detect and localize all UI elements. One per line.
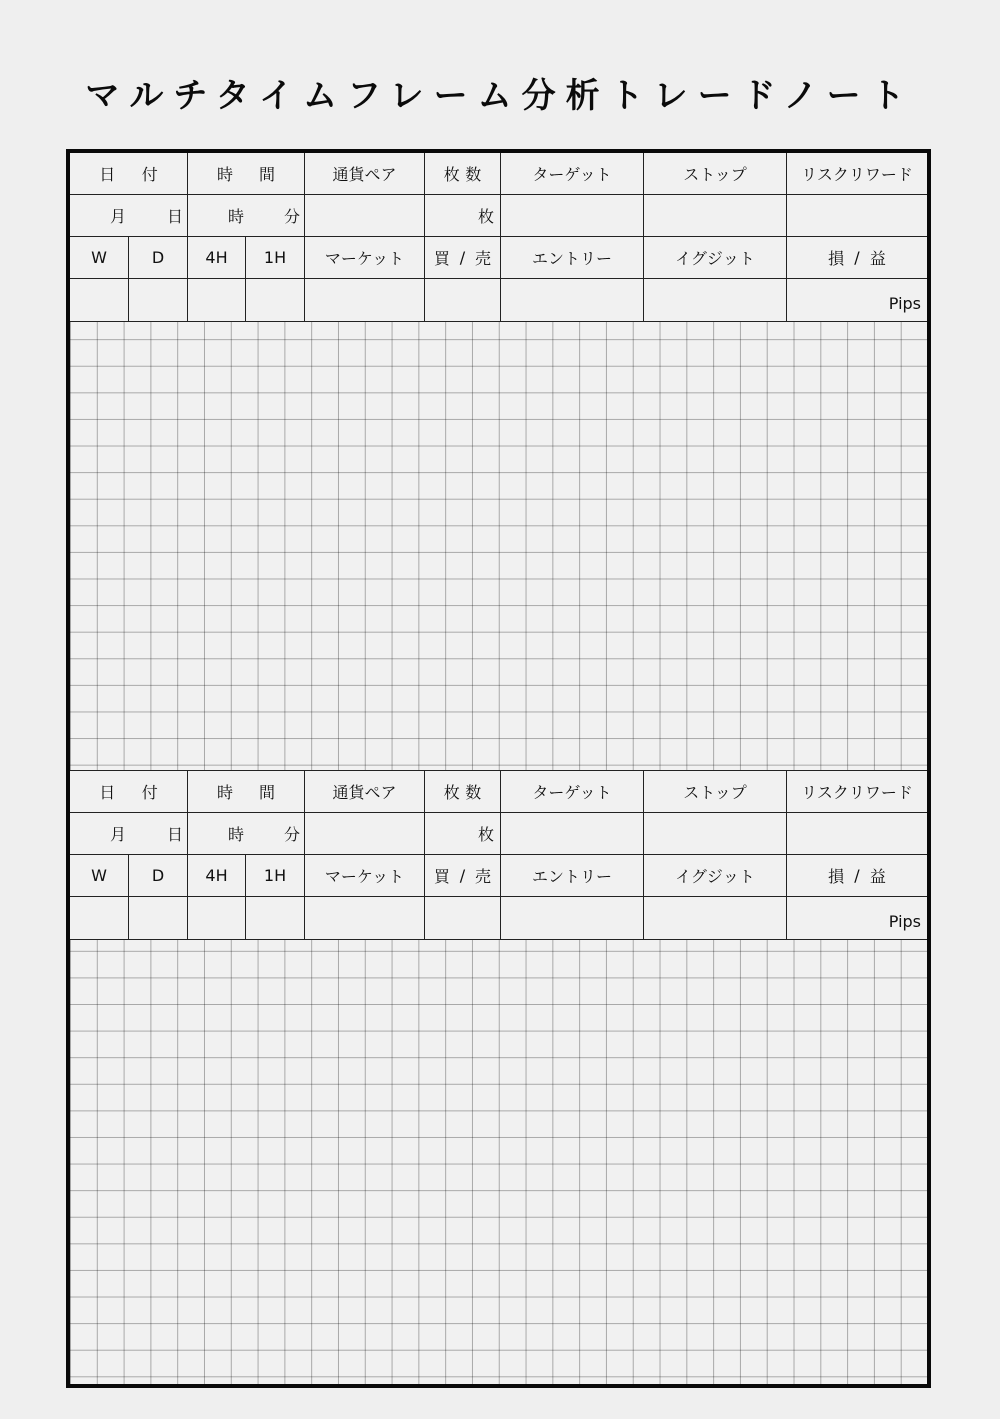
pips-unit: Pips — [888, 912, 921, 931]
notes-grid-area-2[interactable] — [70, 941, 927, 1384]
trade-note-frame — [66, 149, 931, 1388]
day-unit: 日 — [166, 207, 183, 226]
time-label-char: 間 — [258, 165, 275, 184]
h1-field[interactable] — [246, 897, 305, 939]
hour-minute-field[interactable] — [188, 813, 305, 855]
daily-field[interactable] — [129, 897, 188, 939]
exit-field[interactable] — [644, 279, 787, 321]
month-day-field[interactable] — [70, 195, 188, 237]
pnl-pips-field[interactable] — [787, 897, 927, 939]
minute-unit: 分 — [283, 207, 300, 226]
risk-reward-label: リスクリワード — [787, 153, 927, 195]
h4-label: 4H — [188, 855, 246, 897]
currency-pair-field[interactable] — [305, 813, 425, 855]
date-label-char: 日 — [99, 783, 116, 802]
date-label — [70, 771, 188, 813]
buy-sell-label — [425, 855, 501, 897]
stop-label: ストップ — [644, 153, 787, 195]
trade-header-block-2 — [70, 770, 927, 940]
market-field[interactable] — [305, 897, 425, 939]
time-label-char: 時 — [216, 165, 233, 184]
hour-unit: 時 — [228, 825, 245, 844]
risk-reward-field[interactable] — [787, 813, 927, 855]
page-title: マルチタイムフレーム分析トレードノート — [85, 76, 915, 116]
market-label: マーケット — [305, 855, 425, 897]
lot-unit: 枚 — [477, 207, 494, 226]
month-unit: 月 — [110, 207, 127, 226]
loss-char: 損 — [828, 249, 845, 268]
stop-field[interactable] — [644, 813, 787, 855]
pnl-label — [787, 855, 927, 897]
exit-label: イグジット — [644, 237, 787, 279]
sell-char: 売 — [475, 249, 492, 268]
time-label — [188, 771, 305, 813]
slash-char: / — [854, 866, 860, 885]
risk-reward-label: リスクリワード — [787, 771, 927, 813]
weekly-field[interactable] — [70, 897, 129, 939]
minute-unit: 分 — [283, 825, 300, 844]
buy-char: 買 — [433, 249, 450, 268]
hour-minute-field[interactable] — [188, 195, 305, 237]
day-unit: 日 — [166, 825, 183, 844]
risk-reward-field[interactable] — [787, 195, 927, 237]
pips-unit: Pips — [888, 294, 921, 313]
loss-char: 損 — [828, 867, 845, 886]
buy-sell-field[interactable] — [425, 279, 501, 321]
lots-label-char: 枚 — [443, 783, 460, 802]
buy-sell-field[interactable] — [425, 897, 501, 939]
hour-unit: 時 — [228, 207, 245, 226]
buy-sell-label — [425, 237, 501, 279]
slash-char: / — [854, 248, 860, 267]
h1-label: 1H — [246, 855, 305, 897]
notes-grid-area-1[interactable] — [70, 323, 927, 769]
date-label — [70, 153, 188, 195]
h1-field[interactable] — [246, 279, 305, 321]
stop-label: ストップ — [644, 771, 787, 813]
daily-label: D — [129, 855, 188, 897]
pnl-label — [787, 237, 927, 279]
pnl-pips-field[interactable] — [787, 279, 927, 321]
buy-char: 買 — [433, 867, 450, 886]
daily-field[interactable] — [129, 279, 188, 321]
currency-pair-label: 通貨ペア — [305, 771, 425, 813]
weekly-label: W — [70, 237, 129, 279]
date-label-char: 日 — [99, 165, 116, 184]
target-label: ターゲット — [501, 771, 644, 813]
entry-label: エントリー — [501, 237, 644, 279]
lots-label-char: 数 — [465, 783, 482, 802]
time-label-char: 時 — [216, 783, 233, 802]
lots-field[interactable] — [425, 195, 501, 237]
daily-label: D — [129, 237, 188, 279]
weekly-field[interactable] — [70, 279, 129, 321]
slash-char: / — [459, 866, 466, 885]
exit-field[interactable] — [644, 897, 787, 939]
h4-field[interactable] — [188, 279, 246, 321]
target-field[interactable] — [501, 813, 644, 855]
month-day-field[interactable] — [70, 813, 188, 855]
lots-label — [425, 771, 501, 813]
profit-char: 益 — [869, 249, 886, 268]
h4-field[interactable] — [188, 897, 246, 939]
date-label-char: 付 — [141, 165, 158, 184]
sell-char: 売 — [475, 867, 492, 886]
h4-label: 4H — [188, 237, 246, 279]
lots-label-char: 数 — [465, 165, 482, 184]
target-field[interactable] — [501, 195, 644, 237]
exit-label: イグジット — [644, 855, 787, 897]
time-label-char: 間 — [258, 783, 275, 802]
lots-label-char: 枚 — [443, 165, 460, 184]
entry-field[interactable] — [501, 897, 644, 939]
slash-char: / — [459, 248, 466, 267]
entry-label: エントリー — [501, 855, 644, 897]
target-label: ターゲット — [501, 153, 644, 195]
market-field[interactable] — [305, 279, 425, 321]
lots-label — [425, 153, 501, 195]
market-label: マーケット — [305, 237, 425, 279]
weekly-label: W — [70, 855, 129, 897]
month-unit: 月 — [110, 825, 127, 844]
trade-header-block-1 — [70, 153, 927, 322]
stop-field[interactable] — [644, 195, 787, 237]
currency-pair-label: 通貨ペア — [305, 153, 425, 195]
time-label — [188, 153, 305, 195]
lots-field[interactable] — [425, 813, 501, 855]
entry-field[interactable] — [501, 279, 644, 321]
lot-unit: 枚 — [477, 825, 494, 844]
profit-char: 益 — [869, 867, 886, 886]
date-label-char: 付 — [141, 783, 158, 802]
h1-label: 1H — [246, 237, 305, 279]
currency-pair-field[interactable] — [305, 195, 425, 237]
